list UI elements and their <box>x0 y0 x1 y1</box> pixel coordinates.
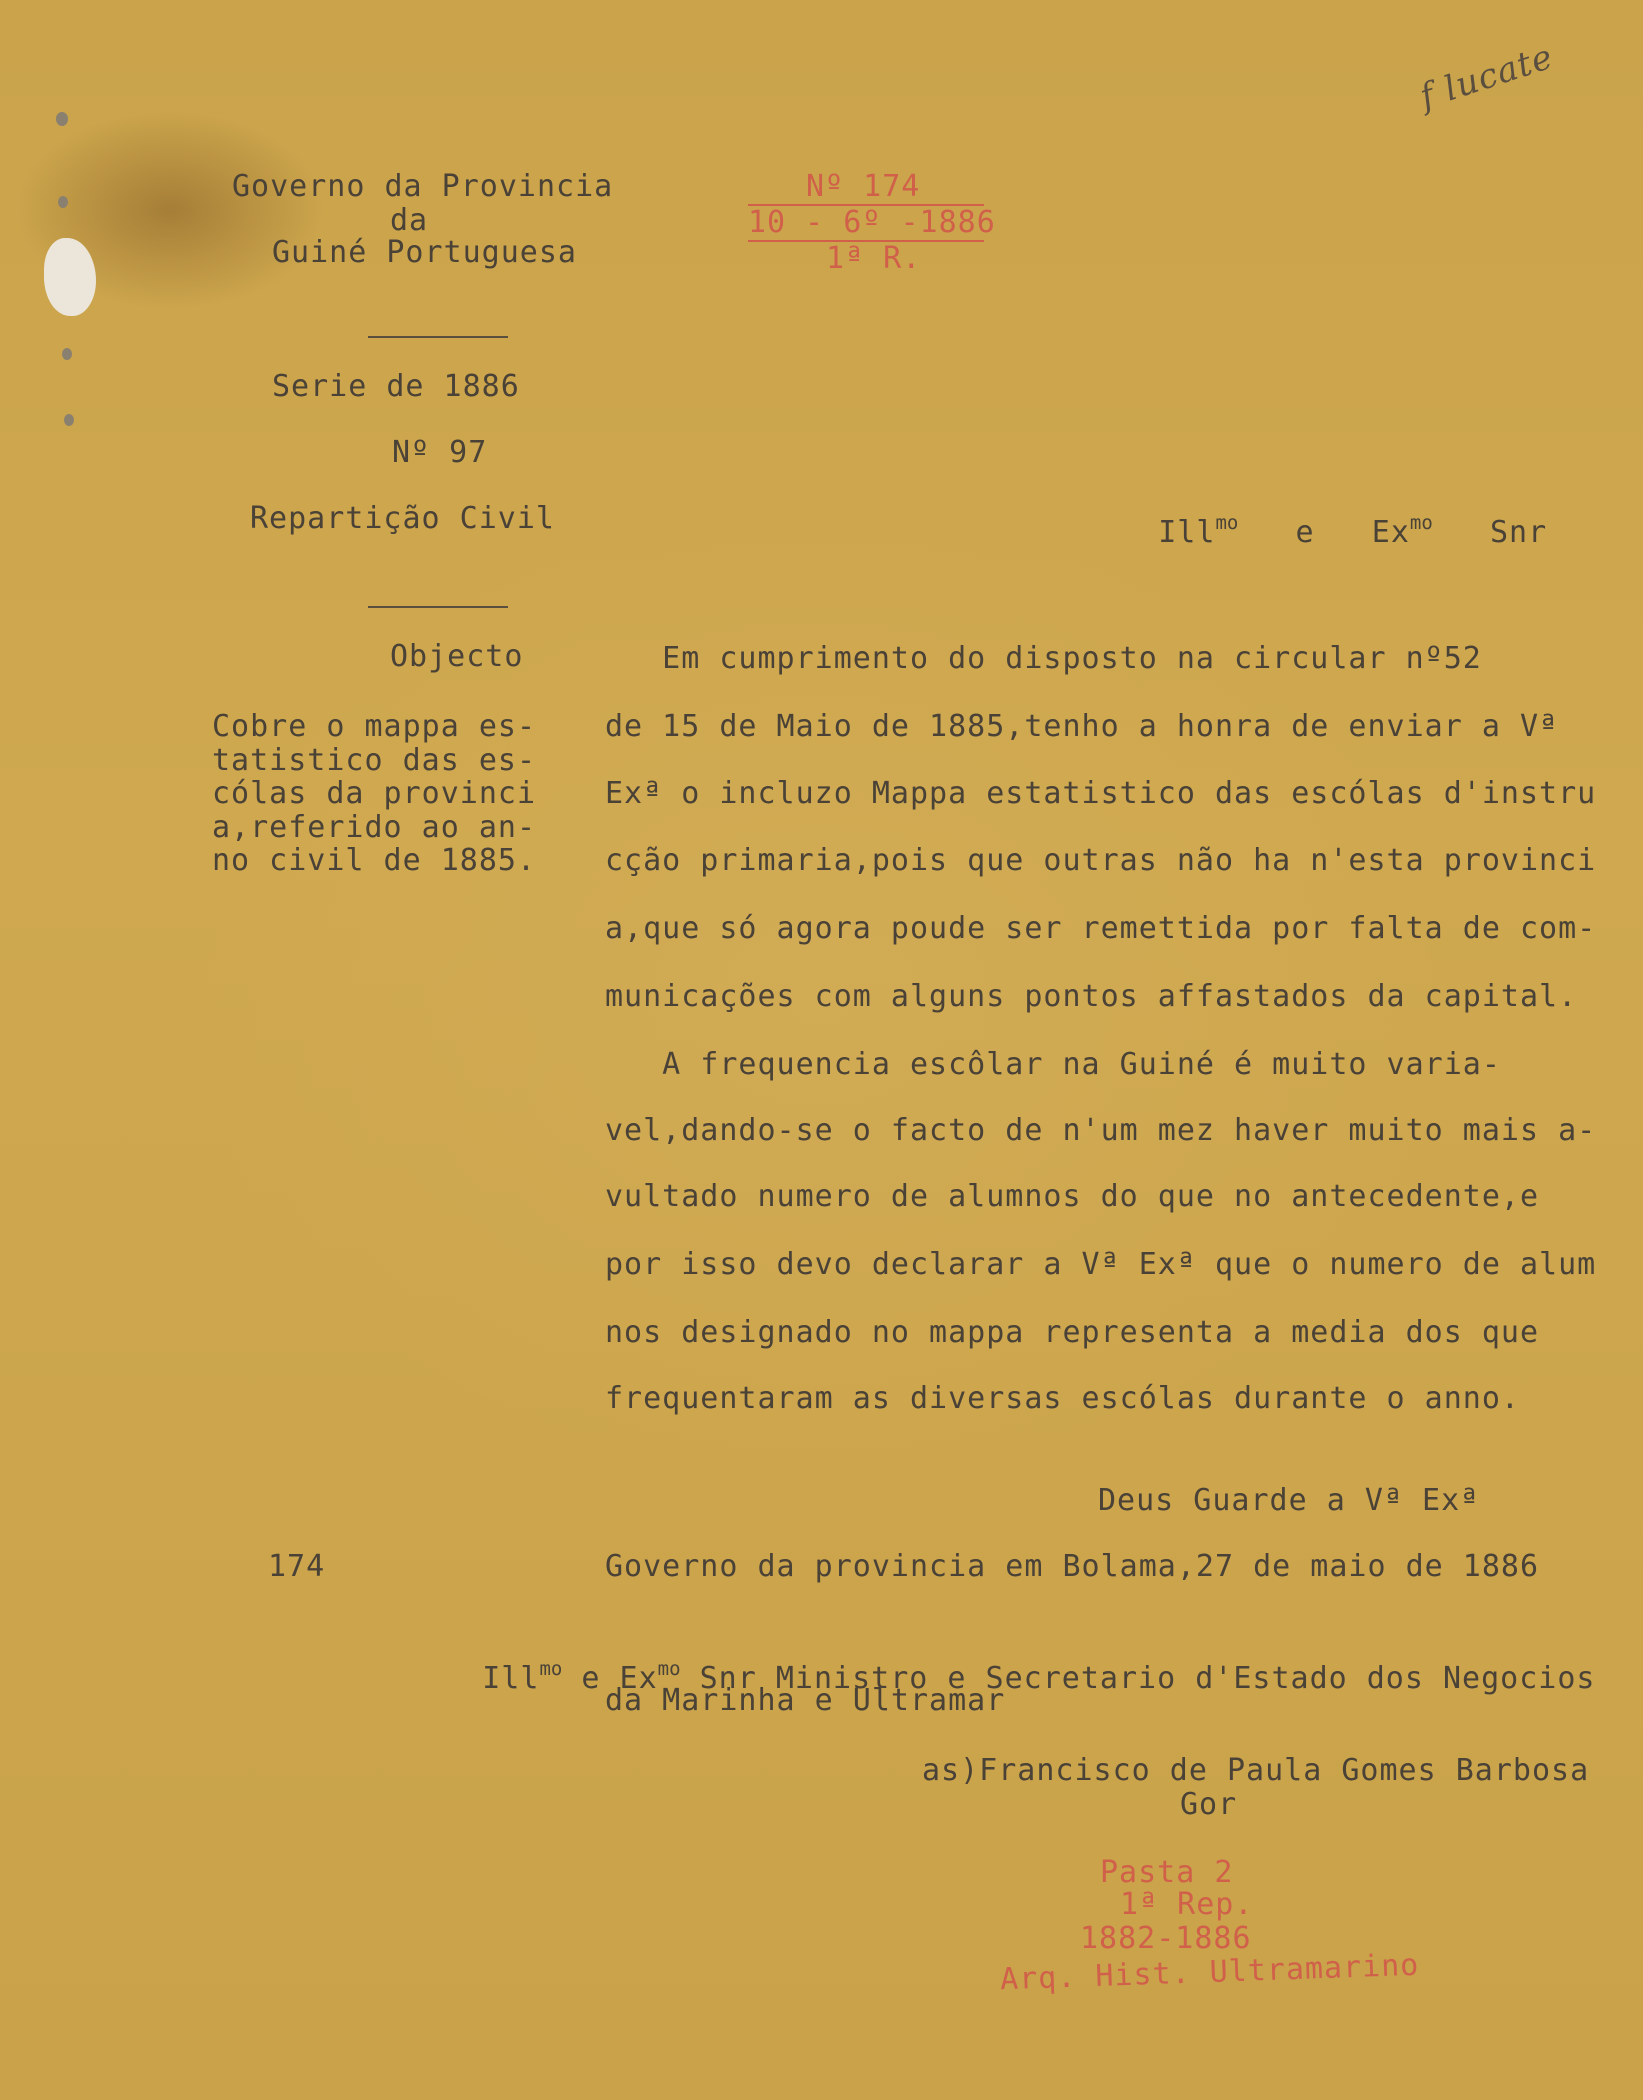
gov-line3: Guiné Portuguesa <box>272 235 577 270</box>
body-line: nos designado no mappa representa a media dos que <box>605 1315 1540 1350</box>
reparticao: Repartição Civil <box>250 501 555 536</box>
body-line: por isso devo declarar a Vª Exª que o numero de alum <box>605 1247 1597 1282</box>
punch-hole <box>64 414 74 426</box>
archive-line3: 1882-1886 <box>1080 1921 1252 1956</box>
objecto-line: a,referido ao an- <box>212 810 537 845</box>
salutation-ill: Ill <box>1158 515 1216 550</box>
document-number: 174 <box>268 1549 326 1584</box>
deus-guarde: Deus Guarde a Vª Exª <box>1098 1483 1480 1518</box>
objecto-line: no civil de 1885. <box>212 843 537 878</box>
body-line: Exª o incluzo Mappa estatistico das escólas d'instru <box>605 776 1597 811</box>
body-line: cção primaria,pois que outras não ha n'esta provinci <box>605 843 1597 878</box>
salutation-ex-sup: mo <box>1409 512 1433 534</box>
objecto-label: Objecto <box>390 639 524 674</box>
signature: as)Francisco de Paula Gomes Barbosa <box>922 1753 1590 1788</box>
numero: Nº 97 <box>392 435 488 470</box>
archive-line4: Arq. Hist. Ultramarino <box>999 1947 1420 1998</box>
punch-hole <box>56 112 68 126</box>
body-line: Em cumprimento do disposto na circular nº52 <box>605 641 1482 676</box>
body-line: frequentaram as diversas escólas durante o anno. <box>605 1381 1520 1416</box>
body-line: A frequencia escôlar na Guiné é muito varia- <box>605 1047 1501 1082</box>
stamp-line2: 10 - 6º -1886 <box>748 205 996 240</box>
addressee-line2: da Marinha e Ultramar <box>605 1683 1006 1718</box>
stamp-line1: Nº 174 <box>806 169 921 204</box>
salutation-snr: Snr <box>1489 515 1548 550</box>
body-line: vel,dando-se o facto de n'um mez haver muito mais a- <box>605 1113 1597 1148</box>
place-date: Governo da provincia em Bolama,27 de maio de 1886 <box>605 1549 1540 1584</box>
salutation-e: e <box>1295 515 1315 550</box>
punch-hole <box>62 348 72 360</box>
archive-line2: 1ª Rep. <box>1120 1887 1254 1922</box>
handwritten-note: f lucate <box>1415 36 1559 118</box>
objecto-line: cólas da provinci <box>212 776 537 811</box>
divider <box>368 336 508 338</box>
salutation <box>1082 472 1547 584</box>
addressee-rest: Snr Ministro e Secretario d'Estado dos Negocios <box>699 1661 1596 1696</box>
gov-line1: Governo da Provincia <box>232 169 614 204</box>
archive-line1: Pasta 2 <box>1100 1855 1234 1890</box>
stamp-line3: 1ª R. <box>826 241 922 276</box>
gov-line2: da <box>390 203 429 238</box>
body-line: a,que só agora poude ser remettida por falta de com- <box>605 911 1597 946</box>
body-line: vultado numero de alumnos do que no antecedente,e <box>605 1179 1540 1214</box>
serie: Serie de 1886 <box>272 369 520 404</box>
addressee-ex-sup: mo <box>657 1658 681 1680</box>
addressee-ill: Ill <box>482 1661 540 1696</box>
addressee-ex: e Ex <box>581 1661 658 1696</box>
objecto-line: Cobre o mappa es- <box>212 709 537 744</box>
salutation-ex: Ex <box>1371 515 1410 550</box>
punch-hole <box>58 196 68 208</box>
body-line: municações com alguns pontos affastados da capital. <box>605 979 1578 1014</box>
objecto-line: tatistico das es- <box>212 743 537 778</box>
signature-title: Gor <box>1180 1787 1238 1822</box>
paper-tear <box>44 238 96 316</box>
addressee-ill-sup: mo <box>539 1658 563 1680</box>
divider <box>368 606 508 608</box>
salutation-ill-sup: mo <box>1215 512 1239 534</box>
body-line: de 15 de Maio de 1885,tenho a honra de enviar a Vª <box>605 709 1559 744</box>
